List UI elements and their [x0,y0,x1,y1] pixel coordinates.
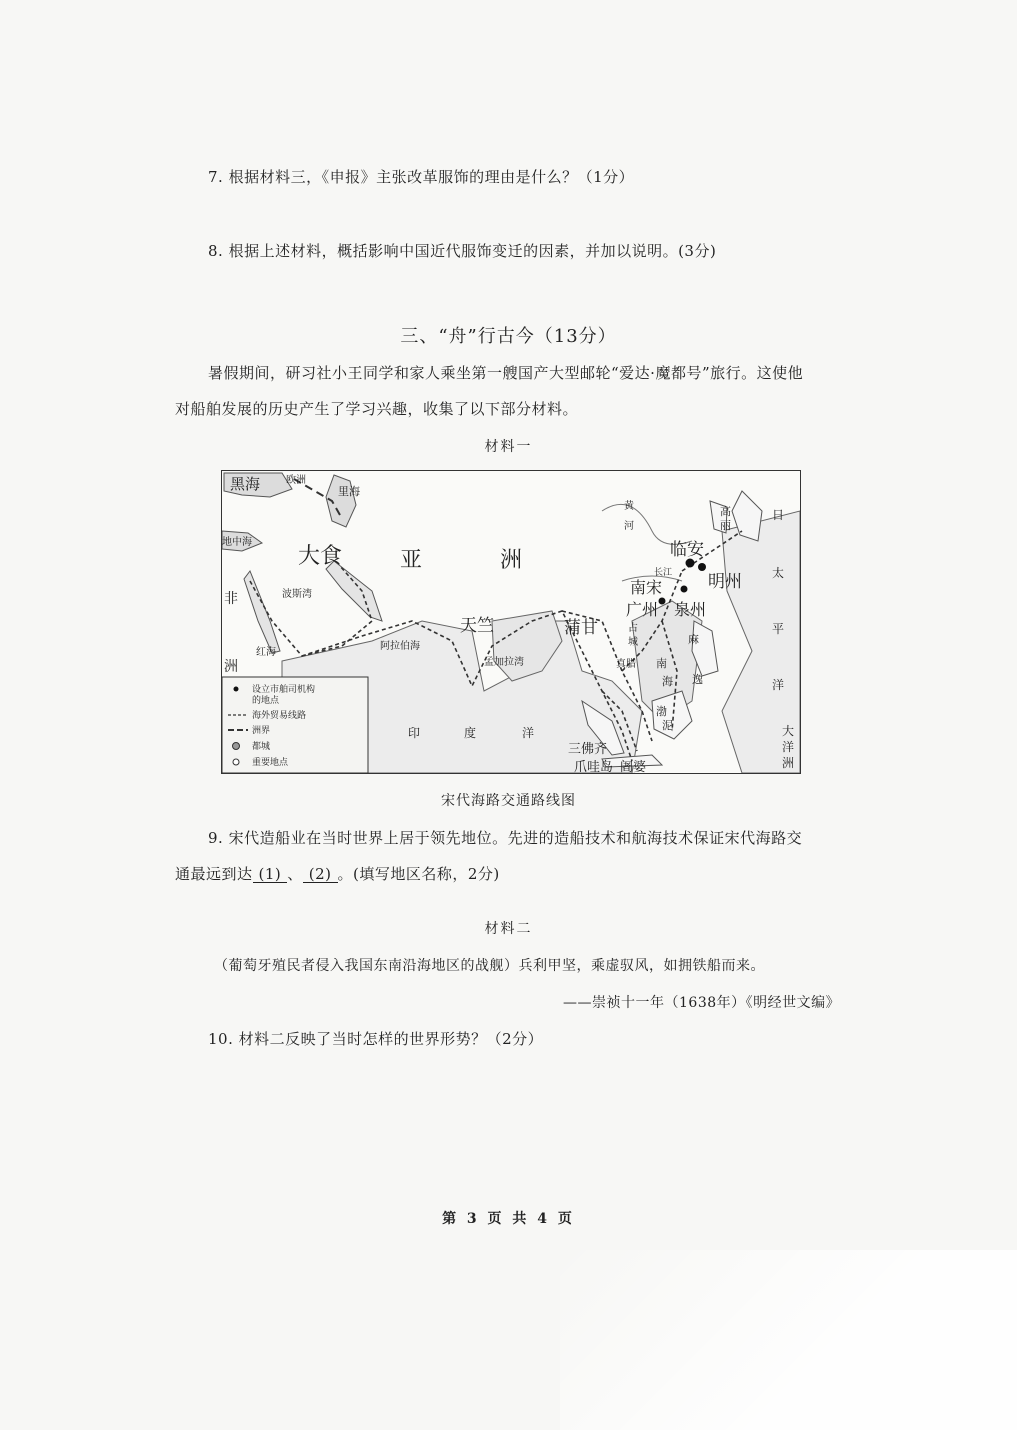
label-oceania-yang: 洋 [782,740,795,754]
intro-line-2: 对船舶发展的历史产生了学习兴趣，收集了以下部分材料。 [175,400,579,418]
label-pacific-tai: 太 [772,566,785,580]
label-zhancheng-cheng: 城 [628,637,638,648]
question-7: 7. 根据材料三，《申报》主张改革服饰的理由是什么？（1分） [208,168,635,186]
label-pacific-yang: 洋 [772,678,785,692]
scan-glare [560,1250,1017,1430]
label-dashi: 大食 [298,544,343,569]
question-9-line-1: 9. 宋代造船业在当时世界上居于领先地位。先进的造船技术和航海技术保证宋代海路交 [208,829,803,847]
label-indian-ocean-du: 度 [464,726,477,740]
material-2-label: 材料二 [484,921,533,937]
question-8: 8. 根据上述材料，概括影响中国近代服饰变迁的因素，并加以说明。(3分) [208,242,717,260]
question-10: 10. 材料二反映了当时怎样的世界形势？（2分） [208,1030,544,1048]
label-zhancheng-zhan: 占 [628,623,638,634]
label-oceania-zhou: 洲 [782,756,795,770]
label-europe: 欧洲 [286,475,306,486]
label-korea-li: 丽 [720,519,731,532]
label-asia-zhou: 洲 [500,548,523,573]
label-arabian-sea: 阿拉伯海 [380,641,420,652]
mingzhou-marker [698,563,706,571]
label-scs-hai: 海 [662,675,673,688]
label-guangzhou: 广州 [626,600,659,619]
label-java: 爪哇岛 [574,760,614,773]
label-indian-ocean-yin: 印 [408,726,421,740]
label-africa-fei: 非 [224,591,238,607]
intro-line-1: 暑假期间，研习社小王同学和家人乘坐第一艘国产大型邮轮“爱达·魔都号”旅行。这使他 [208,364,804,382]
question-9-line-2 [175,863,500,884]
legend-item-4: 都城 [252,742,271,752]
label-mediterranean: 地中海 [222,537,252,548]
label-borneo-ni: 泥 [662,719,673,732]
label-huanghe-huang: 黄 [624,501,634,512]
label-shepo: 阇婆 [620,760,647,773]
guangzhou-marker [659,598,666,605]
label-mingzhou: 明州 [708,572,742,592]
label-red-sea: 红海 [256,647,276,658]
quanzhou-marker [681,586,688,593]
section-3-title: 三、“舟”行古今（13分） [400,326,617,347]
label-li-hai: 里海 [338,485,360,498]
legend-item-1b: 的地点 [252,696,280,706]
legend-item-1: 设立市舶司机构 [252,685,316,695]
q9-blank-2[interactable]: (2) [303,866,338,883]
q9-sep: 、 [287,865,303,883]
label-pugan: 蒲甘 [564,618,598,638]
legend-item-2: 海外贸易线路 [252,711,307,721]
label-bengal: 孟加拉湾 [484,657,524,668]
label-borneo-po: 渤 [656,705,667,718]
song-sea-route-map [221,470,801,774]
label-indian-ocean-yang: 洋 [522,726,535,740]
label-huanghe-he: 河 [624,521,634,532]
label-asia-ya: 亚 [400,548,423,573]
label-zhenla: 真腊 [616,659,636,670]
label-korea-gao: 高 [720,505,731,518]
label-philippines-ma: 麻 [688,633,699,646]
legend-item-5: 重要地点 [252,758,289,768]
label-sanfoqi: 三佛齐 [568,742,608,757]
label-black-sea: 黑海 [230,475,261,493]
label-quanzhou: 泉州 [674,600,707,619]
q9-suffix: 。(填写地区名称，2分) [337,865,500,883]
label-oceania-da: 大 [782,724,795,738]
map-svg [222,471,800,773]
label-persian-gulf: 波斯湾 [282,589,312,600]
label-philippines-yi: 逸 [692,673,703,686]
material-2-source: ——崇祯十一年（1638年）《明经世文编》 [563,995,841,1011]
label-changjiang: 长江 [654,568,673,578]
map-caption: 宋代海路交通路线图 [441,793,576,809]
map-legend [222,677,368,773]
material-1-label: 材料一 [484,439,533,455]
label-japan-ri: 日 [772,508,785,522]
label-pacific-ping: 平 [772,622,785,636]
label-africa-zhou: 洲 [224,659,238,675]
label-linan: 临安 [670,540,704,560]
page-footer: 第 3 页 共 4 页 [442,1211,575,1227]
label-scs-nan: 南 [656,657,667,670]
label-nansong: 南宋 [630,578,663,597]
q9-prefix: 通最远到达 [175,865,253,883]
label-tianzhu: 天竺 [460,616,494,636]
legend-item-3: 洲界 [252,726,271,736]
material-2-quote: （葡萄牙殖民者侵入我国东南沿海地区的战舰）兵利甲坚，乘虚驭风，如拥铁船而来。 [214,958,765,974]
q9-blank-1[interactable]: (1) [253,866,288,883]
